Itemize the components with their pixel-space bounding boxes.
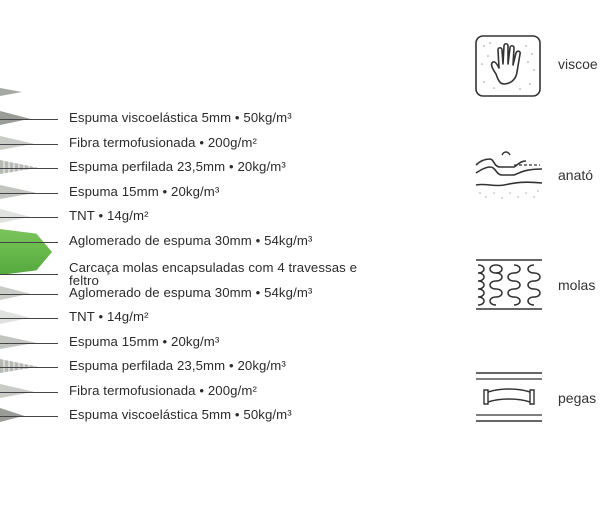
layer-label: Fibra termofusionada • 200g/m² [69, 135, 257, 150]
feature-label: viscoe [558, 56, 598, 72]
layer-swatch [0, 286, 30, 300]
top-swatch [0, 86, 22, 96]
leader-line [0, 294, 58, 295]
layer-row [0, 282, 400, 306]
layer-row [0, 380, 400, 404]
layer-swatch [0, 136, 34, 150]
layer-label: Espuma perfilada 23,5mm • 20kg/m³ [69, 358, 286, 373]
leader-line [0, 168, 58, 169]
leader-line [0, 343, 58, 344]
layer-row [0, 404, 400, 428]
layer-row [0, 230, 400, 254]
body-contour-icon [474, 143, 544, 212]
hand-imprint-icon [474, 34, 542, 103]
layer-label: Espuma 15mm • 20kg/m³ [69, 334, 220, 349]
leader-line [0, 367, 58, 368]
layer-label: Espuma 15mm • 20kg/m³ [69, 184, 220, 199]
feature-viscoelastic [474, 34, 600, 98]
layer-label: Aglomerado de espuma 30mm • 54kg/m³ [69, 233, 313, 248]
handle-icon [474, 370, 544, 431]
leader-line [0, 119, 58, 120]
layer-label: Espuma viscoelástica 5mm • 50kg/m³ [69, 407, 292, 422]
feature-springs [474, 257, 600, 313]
layer-row [0, 205, 400, 229]
layer-swatch [0, 209, 30, 223]
layer-row [0, 181, 400, 205]
layer-row [0, 306, 400, 330]
layer-swatch [0, 408, 24, 422]
leader-line [0, 217, 58, 218]
leader-line [0, 416, 58, 417]
feature-label: pegas [558, 390, 597, 406]
layer-swatch [0, 335, 36, 349]
leader-line [0, 193, 58, 194]
layer-label: TNT • 14g/m² [69, 309, 149, 324]
layer-swatch [0, 111, 30, 125]
layer-label: Carcaça molas encapsuladas com 4 travessas e feltro [69, 260, 358, 288]
layer-row [0, 132, 400, 156]
layer-swatch [0, 310, 30, 324]
feature-handles [474, 370, 600, 426]
feature-anatomic [474, 143, 600, 207]
leader-line [0, 392, 58, 393]
layer-row [0, 355, 400, 379]
layer-label: Espuma perfilada 23,5mm • 20kg/m³ [69, 159, 286, 174]
springs-icon [474, 257, 544, 318]
layer-row [0, 331, 400, 355]
layer-row [0, 156, 400, 180]
leader-line [0, 318, 58, 319]
layer-label: Aglomerado de espuma 30mm • 54kg/m³ [69, 285, 313, 300]
leader-line [0, 144, 58, 145]
layer-swatch [0, 384, 34, 398]
feature-label: molas [558, 277, 596, 293]
feature-label: anató [558, 167, 594, 183]
leader-line [0, 242, 58, 243]
layer-row [0, 107, 400, 131]
layer-swatch [0, 359, 38, 373]
layer-label: Fibra termofusionada • 200g/m² [69, 383, 257, 398]
layer-label: TNT • 14g/m² [69, 208, 149, 223]
leader-line [0, 274, 58, 275]
layer-swatch [0, 160, 38, 174]
layer-label: Espuma viscoelástica 5mm • 50kg/m³ [69, 110, 292, 125]
layer-swatch [0, 185, 36, 199]
